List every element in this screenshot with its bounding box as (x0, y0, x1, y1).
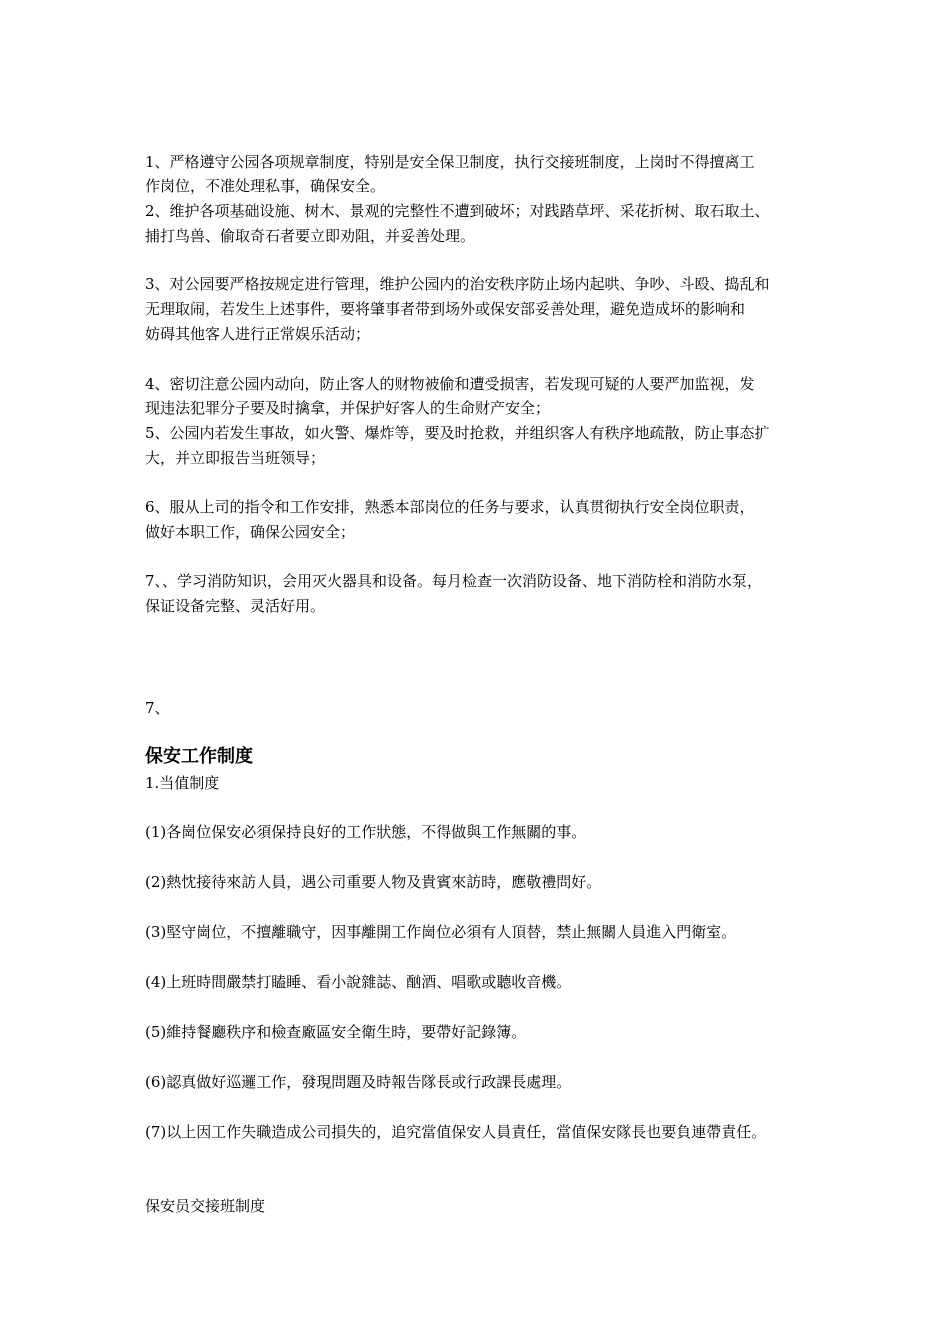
duty-item-2-line-2: 捕打鸟兽、偷取奇石者要立即劝阻，并妥善处理。 (145, 227, 476, 245)
section-subtitle-duty-system: 1.当值制度 (145, 774, 220, 792)
duty-item-2-line-1: 2、维护各项基础设施、树木、景观的完整性不遭到破坏；对践踏草坪、采花折树、取石取土、 (145, 202, 770, 220)
duty-item-3-line-3: 妨碍其他客人进行正常娱乐活动； (145, 325, 371, 343)
rule-4: (4)上班時間嚴禁打瞌睡、看小說雜誌、酗酒、唱歌或聽收音機。 (145, 973, 572, 991)
duty-item-1-line-2: 作岗位，不准处理私事，确保安全。 (145, 177, 386, 195)
rule-5: (5)維持餐廳秩序和檢查廠區安全衛生時，要帶好記錄簿。 (145, 1023, 527, 1041)
duty-item-4-line-2: 现违法犯罪分子要及时擒拿，并保护好客人的生命财产安全； (145, 399, 551, 417)
rule-7: (7)以上因工作失職造成公司損失的，追究當值保安人員責任，當值保安隊長也要負連帶責任。 (145, 1123, 767, 1141)
section-title-shift-handover: 保安员交接班制度 (145, 1197, 266, 1215)
rule-3: (3)堅守崗位，不擅離職守，因事離開工作崗位必須有人頂替，禁止無關人員進入門衛室。 (145, 923, 737, 941)
document-page (145, 0, 815, 1344)
duty-item-4-line-1: 4、密切注意公园内动向，防止客人的财物被偷和遭受损害，若发现可疑的人要严加监视，发 (145, 375, 755, 393)
trailing-item-number: 7、 (145, 699, 170, 717)
rule-2: (2)熱忱接待來訪人員，遇公司重要人物及貴賓來訪時，應敬禮問好。 (145, 873, 602, 891)
duty-item-1-line-1: 1、严格遵守公园各项规章制度，特别是安全保卫制度，执行交接班制度，上岗时不得擅离工 (145, 153, 755, 171)
duty-item-5-line-1: 5、公园内若发生事故，如火警、爆炸等，要及时抢救，并组织客人有秩序地疏散，防止事态扩 (145, 424, 770, 442)
duty-item-5-line-2: 大，并立即报告当班领导； (145, 449, 326, 467)
duty-item-6-line-2: 做好本职工作，确保公园安全； (145, 523, 356, 541)
duty-item-6-line-1: 6、服从上司的指令和工作安排，熟悉本部岗位的任务与要求，认真贯彻执行安全岗位职责， (145, 498, 755, 516)
duty-item-7-line-1: 7、、学习消防知识，会用灭火器具和设备。每月检查一次消防设备、地下消防栓和消防水泵， (145, 572, 763, 590)
rule-6: (6)認真做好巡邏工作，發現問題及時報告隊長或行政課長處理。 (145, 1073, 572, 1091)
duty-item-3-line-2: 无理取闹，若发生上述事件，要将肇事者带到场外或保安部妥善处理，避免造成坏的影响和 (145, 300, 746, 318)
duty-item-7-line-2: 保证设备完整、灵活好用。 (145, 597, 326, 615)
duty-item-3-line-1: 3、对公园要严格按规定进行管理，维护公园内的治安秩序防止场内起哄、争吵、斗殴、捣乱和 (145, 275, 770, 293)
rule-1: (1)各崗位保安必須保持良好的工作狀態，不得做與工作無關的事。 (145, 823, 587, 841)
section-title-security-rules: 保安工作制度 (145, 746, 253, 767)
